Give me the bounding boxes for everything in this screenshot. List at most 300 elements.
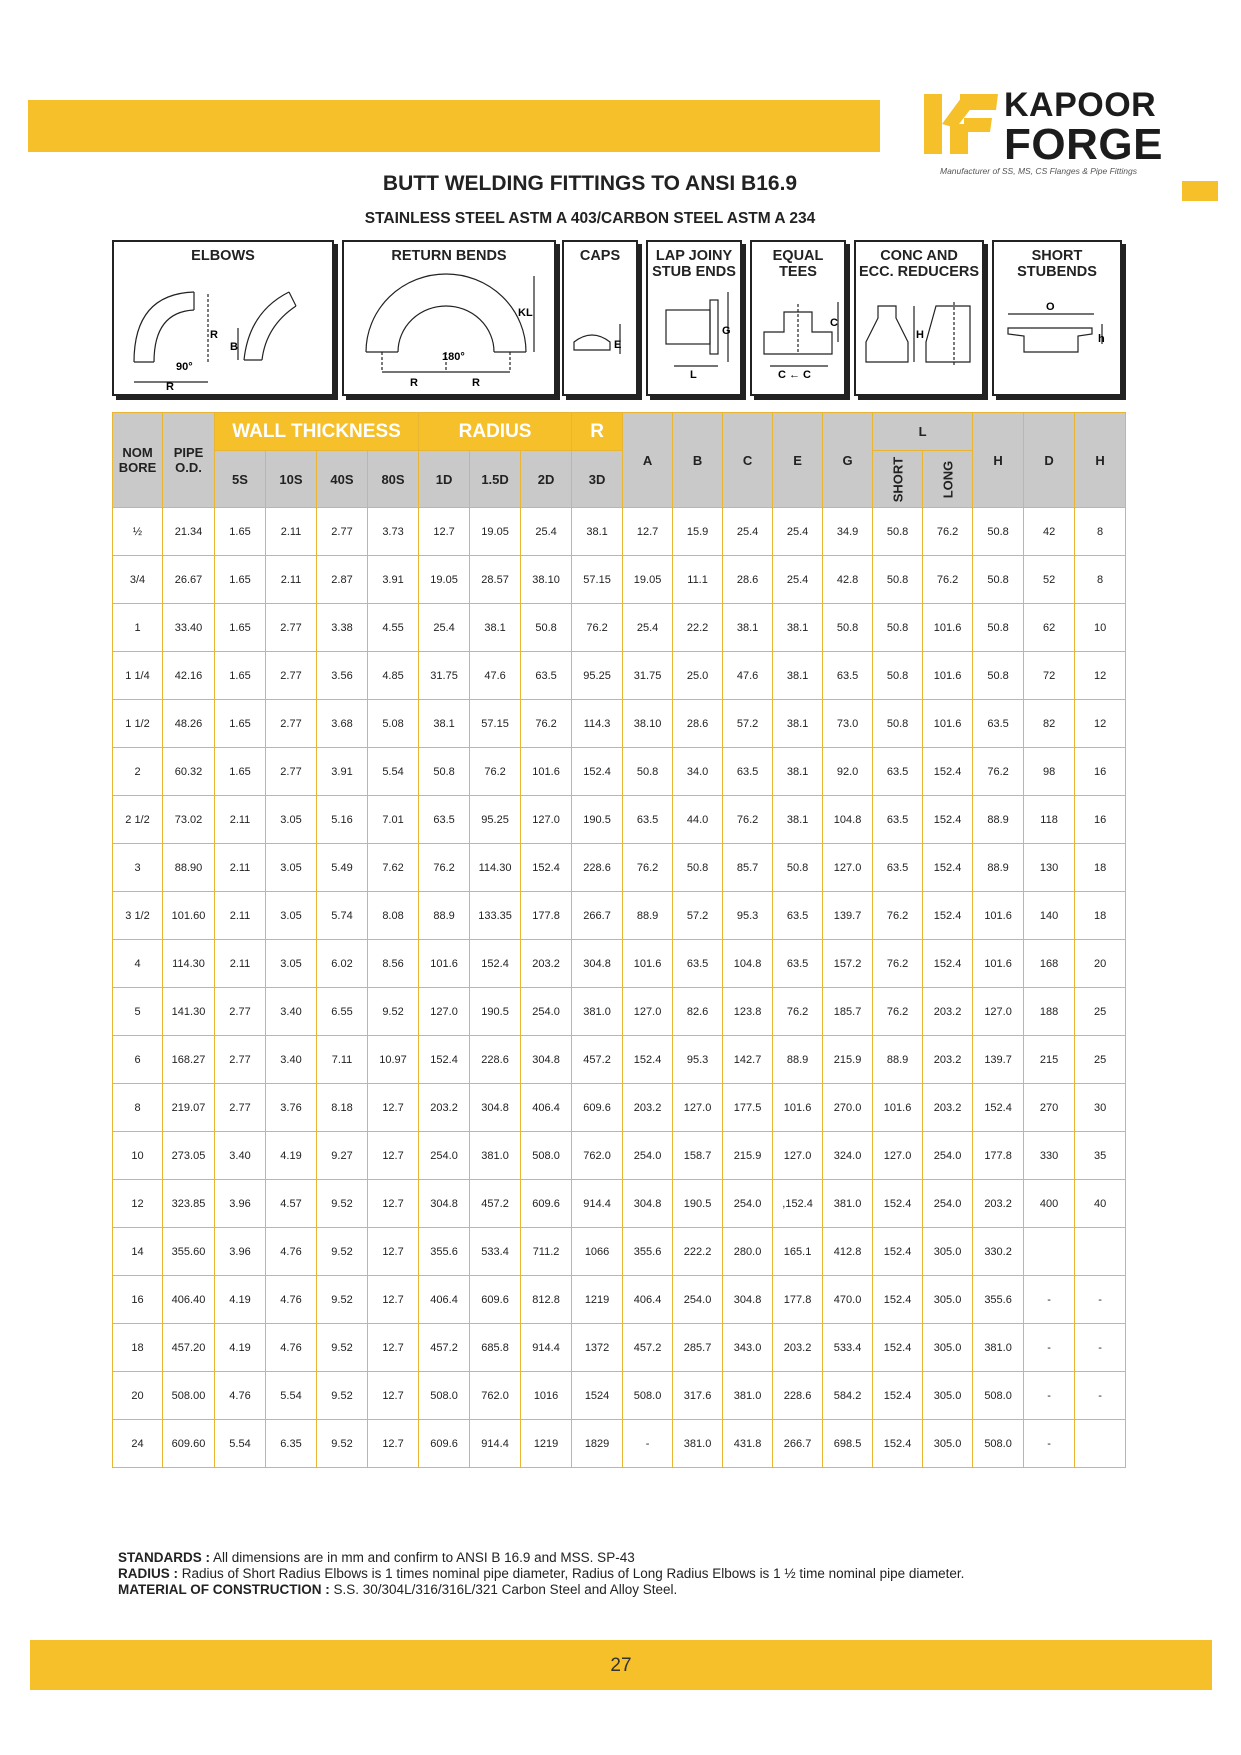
- header-col-d: D: [1024, 413, 1075, 508]
- table-row: [113, 604, 1126, 652]
- stub-label-h: h: [1098, 333, 1105, 345]
- table-cell: 72: [1024, 652, 1075, 700]
- table-cell: 270: [1024, 1084, 1075, 1132]
- tee-label-c: C: [830, 317, 838, 329]
- table-cell: 38.1: [773, 652, 823, 700]
- table-cell: 42.16: [163, 652, 215, 700]
- diagram-return-bends: [342, 240, 556, 396]
- tee-label-cc: C ← C: [778, 369, 811, 381]
- table-cell: 431.8: [723, 1420, 773, 1468]
- table-cell: 85.7: [723, 844, 773, 892]
- table-cell: 60.32: [163, 748, 215, 796]
- note-radius-text: Radius of Short Radius Elbows is 1 times nominal pipe diameter, Radius of Long Radius Elbows is 1 ½ time nominal pipe diameter.: [181, 1566, 965, 1581]
- table-cell: [1075, 1228, 1126, 1276]
- table-row: [113, 1036, 1126, 1084]
- table-cell: 470.0: [823, 1276, 873, 1324]
- table-cell: 6.55: [317, 988, 368, 1036]
- table-cell: 76.2: [923, 508, 973, 556]
- header-nom-bore: NOM BORE: [113, 413, 163, 508]
- nom-bore-cell: 1 1/2: [113, 700, 163, 748]
- header-long-label: LONG: [940, 460, 956, 498]
- header-2d: 2D: [521, 451, 572, 508]
- table-cell: 698.5: [823, 1420, 873, 1468]
- table-cell: 152.4: [470, 940, 521, 988]
- nom-bore-cell: 20: [113, 1372, 163, 1420]
- table-cell: 63.5: [773, 940, 823, 988]
- table-cell: 2.77: [266, 700, 317, 748]
- table-cell: 63.5: [673, 940, 723, 988]
- header-10s: 10S: [266, 451, 317, 508]
- nom-bore-cell: 1 1/4: [113, 652, 163, 700]
- table-header: [113, 413, 1126, 508]
- dimensions-table: [112, 412, 1126, 1468]
- table-row: [113, 1324, 1126, 1372]
- header-5s: 5S: [215, 451, 266, 508]
- table-cell: 48.26: [163, 700, 215, 748]
- table-cell: 508.0: [419, 1372, 470, 1420]
- table-cell: 63.5: [419, 796, 470, 844]
- table-body: [113, 508, 1126, 1468]
- table-cell: 304.8: [723, 1276, 773, 1324]
- table-cell: 76.2: [572, 604, 623, 652]
- table-cell: 57.2: [673, 892, 723, 940]
- table-cell: 101.6: [973, 892, 1024, 940]
- table-cell: 381.0: [572, 988, 623, 1036]
- nom-bore-cell: 16: [113, 1276, 163, 1324]
- table-cell: 101.60: [163, 892, 215, 940]
- table-cell: 12.7: [623, 508, 673, 556]
- table-cell: 50.8: [873, 556, 923, 604]
- header-col-b: B: [673, 413, 723, 508]
- table-cell: 914.4: [572, 1180, 623, 1228]
- table-cell: 118: [1024, 796, 1075, 844]
- table-cell: 38.1: [773, 796, 823, 844]
- table-cell: 88.9: [973, 844, 1024, 892]
- return-label-180: 180°: [442, 351, 465, 363]
- note-material: [118, 1582, 1118, 1598]
- table-row: [113, 796, 1126, 844]
- table-cell: 3.56: [317, 652, 368, 700]
- table-row: [113, 1228, 1126, 1276]
- table-cell: 38.1: [773, 748, 823, 796]
- fitting-diagrams: [112, 240, 1124, 400]
- nom-bore-cell: 4: [113, 940, 163, 988]
- table-cell: 38.1: [572, 508, 623, 556]
- table-cell: 12.7: [368, 1420, 419, 1468]
- table-cell: 1524: [572, 1372, 623, 1420]
- table-cell: 50.8: [973, 652, 1024, 700]
- table-cell: 76.2: [873, 940, 923, 988]
- table-cell: 12.7: [368, 1324, 419, 1372]
- table-cell: 25.4: [419, 604, 470, 652]
- table-cell: 254.0: [521, 988, 572, 1036]
- table-cell: 63.5: [521, 652, 572, 700]
- table-cell: 42.8: [823, 556, 873, 604]
- table-cell: 12.7: [368, 1372, 419, 1420]
- table-cell: 101.6: [521, 748, 572, 796]
- table-cell: 8.18: [317, 1084, 368, 1132]
- table-cell: 914.4: [521, 1324, 572, 1372]
- table-cell: 457.2: [572, 1036, 623, 1084]
- table-cell: 711.2: [521, 1228, 572, 1276]
- table-cell: 82: [1024, 700, 1075, 748]
- table-cell: 73.0: [823, 700, 873, 748]
- table-cell: 381.0: [723, 1372, 773, 1420]
- brand-name-line1: KAPOOR: [1004, 86, 1157, 124]
- table-cell: 4.76: [266, 1276, 317, 1324]
- stubend-drawing-icon: [994, 242, 1120, 394]
- table-row: [113, 1132, 1126, 1180]
- table-row: [113, 988, 1126, 1036]
- table-cell: 508.0: [521, 1132, 572, 1180]
- table-row: [113, 700, 1126, 748]
- table-cell: 63.5: [823, 652, 873, 700]
- table-cell: 330: [1024, 1132, 1075, 1180]
- table-row: [113, 892, 1126, 940]
- table-cell: 190.5: [673, 1180, 723, 1228]
- table-cell: 10.97: [368, 1036, 419, 1084]
- header-radius: RADIUS: [419, 413, 572, 451]
- table-cell: 266.7: [572, 892, 623, 940]
- table-cell: 406.4: [623, 1276, 673, 1324]
- table-cell: 127.0: [419, 988, 470, 1036]
- diagram-title-line2: TEES: [779, 264, 817, 280]
- table-cell: 2.11: [215, 892, 266, 940]
- table-cell: 101.6: [923, 604, 973, 652]
- kapoor-forge-logo: [920, 86, 1170, 176]
- table-cell: 270.0: [823, 1084, 873, 1132]
- table-cell: 355.6: [623, 1228, 673, 1276]
- return-label-r2: R: [472, 377, 480, 389]
- table-cell: 76.2: [419, 844, 470, 892]
- table-cell: 273.05: [163, 1132, 215, 1180]
- diagram-title-line2: STUB ENDS: [652, 264, 736, 280]
- table-cell: 609.60: [163, 1420, 215, 1468]
- return-bend-drawing-icon: [344, 242, 554, 394]
- table-cell: 9.52: [317, 1276, 368, 1324]
- table-cell: 38.1: [723, 604, 773, 652]
- table-cell: 152.4: [973, 1084, 1024, 1132]
- table-row: [113, 1084, 1126, 1132]
- table-cell: 104.8: [823, 796, 873, 844]
- table-cell: 7.01: [368, 796, 419, 844]
- table-cell: -: [1075, 1372, 1126, 1420]
- table-cell: 63.5: [873, 796, 923, 844]
- table-cell: 203.2: [973, 1180, 1024, 1228]
- nom-bore-cell: 6: [113, 1036, 163, 1084]
- nom-bore-cell: ½: [113, 508, 163, 556]
- table-cell: 324.0: [823, 1132, 873, 1180]
- table-cell: 19.05: [419, 556, 470, 604]
- table-cell: 5.49: [317, 844, 368, 892]
- nom-bore-cell: 3: [113, 844, 163, 892]
- table-cell: 3.05: [266, 892, 317, 940]
- table-cell: 38.1: [419, 700, 470, 748]
- table-cell: 3.05: [266, 844, 317, 892]
- table-cell: 50.8: [973, 556, 1024, 604]
- header-80s: 80S: [368, 451, 419, 508]
- table-cell: 7.62: [368, 844, 419, 892]
- table-cell: 141.30: [163, 988, 215, 1036]
- table-cell: 25.4: [521, 508, 572, 556]
- table-cell: 88.9: [419, 892, 470, 940]
- table-cell: 457.2: [419, 1324, 470, 1372]
- table-cell: 5.54: [215, 1420, 266, 1468]
- table-cell: 127.0: [973, 988, 1024, 1036]
- table-cell: 406.40: [163, 1276, 215, 1324]
- table-cell: 508.0: [973, 1420, 1024, 1468]
- table-cell: -: [1024, 1372, 1075, 1420]
- table-cell: 114.30: [163, 940, 215, 988]
- table-cell: 2.77: [215, 1036, 266, 1084]
- header-col-a: A: [623, 413, 673, 508]
- table-cell: 2.11: [266, 508, 317, 556]
- diagram-lap-joint-stub-ends: [646, 240, 742, 396]
- table-cell: 28.57: [470, 556, 521, 604]
- header-col-h: H: [973, 413, 1024, 508]
- table-cell: 9.52: [317, 1228, 368, 1276]
- table-cell: 127.0: [873, 1132, 923, 1180]
- table-cell: 9.52: [317, 1372, 368, 1420]
- elbow-label-rb: R: [166, 381, 174, 393]
- table-cell: -: [1024, 1276, 1075, 1324]
- nom-bore-cell: 14: [113, 1228, 163, 1276]
- table-cell: 355.6: [419, 1228, 470, 1276]
- table-cell: 152.4: [873, 1228, 923, 1276]
- header-3d: 3D: [572, 451, 623, 508]
- table-cell: 177.8: [973, 1132, 1024, 1180]
- header-1d: 1D: [419, 451, 470, 508]
- table-cell: 152.4: [572, 748, 623, 796]
- table-cell: 25.0: [673, 652, 723, 700]
- tee-drawing-icon: [752, 242, 844, 394]
- table-row: [113, 652, 1126, 700]
- table-cell: 280.0: [723, 1228, 773, 1276]
- table-cell: 1.65: [215, 508, 266, 556]
- nom-bore-cell: 2 1/2: [113, 796, 163, 844]
- table-cell: 381.0: [823, 1180, 873, 1228]
- table-cell: 254.0: [923, 1132, 973, 1180]
- table-cell: 1829: [572, 1420, 623, 1468]
- table-cell: 12.7: [368, 1276, 419, 1324]
- table-cell: 185.7: [823, 988, 873, 1036]
- table-cell: 25.4: [623, 604, 673, 652]
- table-cell: 5.54: [368, 748, 419, 796]
- table-cell: 62: [1024, 604, 1075, 652]
- table-cell: 457.20: [163, 1324, 215, 1372]
- table-cell: 508.0: [973, 1372, 1024, 1420]
- table-cell: 4.19: [266, 1132, 317, 1180]
- nom-bore-cell: 18: [113, 1324, 163, 1372]
- table-cell: 76.2: [623, 844, 673, 892]
- note-standards-text: All dimensions are in mm and confirm to ANSI B 16.9 and MSS. SP-43: [213, 1550, 635, 1565]
- nom-bore-cell: 12: [113, 1180, 163, 1228]
- table-cell: 8: [1075, 508, 1126, 556]
- reducer-drawing-icon: [856, 242, 982, 394]
- table-cell: 1.65: [215, 748, 266, 796]
- table-cell: 3.91: [317, 748, 368, 796]
- header-short: [873, 451, 923, 508]
- nom-bore-cell: 8: [113, 1084, 163, 1132]
- elbow-label-b: B: [230, 341, 238, 353]
- table-cell: 9.52: [368, 988, 419, 1036]
- table-cell: 142.7: [723, 1036, 773, 1084]
- table-cell: 254.0: [923, 1180, 973, 1228]
- reducer-label-h: H: [916, 329, 924, 341]
- table-cell: 3.05: [266, 796, 317, 844]
- table-cell: 40: [1075, 1180, 1126, 1228]
- table-cell: 152.4: [873, 1372, 923, 1420]
- table-cell: 355.6: [973, 1276, 1024, 1324]
- header-accent-bar: [28, 100, 880, 152]
- page-number: 27: [610, 1655, 632, 1676]
- table-cell: 139.7: [973, 1036, 1024, 1084]
- table-cell: 139.7: [823, 892, 873, 940]
- header-1-5d: 1.5D: [470, 451, 521, 508]
- table-cell: 304.8: [623, 1180, 673, 1228]
- table-cell: 50.8: [521, 604, 572, 652]
- table-cell: 18: [1075, 892, 1126, 940]
- cap-drawing-icon: [564, 242, 636, 394]
- table-row: [113, 844, 1126, 892]
- table-cell: 152.4: [923, 844, 973, 892]
- table-cell: 63.5: [623, 796, 673, 844]
- table-cell: 609.6: [419, 1420, 470, 1468]
- table-cell: 82.6: [673, 988, 723, 1036]
- dimensions-table-wrapper: [112, 412, 1124, 1468]
- table-cell: 18: [1075, 844, 1126, 892]
- table-cell: 25: [1075, 988, 1126, 1036]
- table-cell: 50.8: [873, 508, 923, 556]
- table-cell: 38.1: [773, 700, 823, 748]
- table-cell: 165.1: [773, 1228, 823, 1276]
- table-cell: 1066: [572, 1228, 623, 1276]
- header-col-h2: H: [1075, 413, 1126, 508]
- diagram-title-line2: ECC. REDUCERS: [858, 264, 980, 280]
- table-cell: 3.91: [368, 556, 419, 604]
- table-cell: 323.85: [163, 1180, 215, 1228]
- table-cell: 762.0: [572, 1132, 623, 1180]
- table-cell: 152.4: [873, 1276, 923, 1324]
- cap-label-e: E: [614, 339, 622, 351]
- stub-label-o: O: [1046, 301, 1055, 313]
- table-cell: 4.76: [266, 1324, 317, 1372]
- elbow-label-90: 90°: [176, 361, 193, 373]
- table-cell: 177.8: [521, 892, 572, 940]
- table-row: [113, 508, 1126, 556]
- lap-label-l: L: [690, 369, 697, 381]
- table-cell: 30: [1075, 1084, 1126, 1132]
- table-cell: 4.85: [368, 652, 419, 700]
- table-cell: 88.90: [163, 844, 215, 892]
- table-cell: 152.4: [923, 796, 973, 844]
- table-cell: 4.55: [368, 604, 419, 652]
- table-cell: 168.27: [163, 1036, 215, 1084]
- table-cell: 3.76: [266, 1084, 317, 1132]
- table-row: [113, 1180, 1126, 1228]
- table-cell: 157.2: [823, 940, 873, 988]
- table-cell: 219.07: [163, 1084, 215, 1132]
- table-cell: 127.0: [521, 796, 572, 844]
- table-cell: 1.65: [215, 604, 266, 652]
- table-cell: 2.77: [215, 1084, 266, 1132]
- table-cell: 3.68: [317, 700, 368, 748]
- table-cell: 203.2: [419, 1084, 470, 1132]
- table-cell: 1219: [521, 1420, 572, 1468]
- table-cell: 215.9: [723, 1132, 773, 1180]
- kf-monogram-icon: [920, 88, 1000, 160]
- table-cell: 114.30: [470, 844, 521, 892]
- page-title: BUTT WELDING FITTINGS TO ANSI B16.9: [382, 172, 798, 195]
- table-cell: 28.6: [673, 700, 723, 748]
- header-l: L: [873, 413, 973, 451]
- header-col-g: G: [823, 413, 873, 508]
- notes: [118, 1550, 1118, 1598]
- table-cell: 168: [1024, 940, 1075, 988]
- table-cell: 330.2: [973, 1228, 1024, 1276]
- table-cell: 914.4: [470, 1420, 521, 1468]
- table-cell: 12.7: [419, 508, 470, 556]
- header-col-c: C: [723, 413, 773, 508]
- header-40s: 40S: [317, 451, 368, 508]
- table-cell: 812.8: [521, 1276, 572, 1324]
- table-cell: 203.2: [923, 988, 973, 1036]
- table-cell: 3.40: [215, 1132, 266, 1180]
- table-cell: 609.6: [470, 1276, 521, 1324]
- table-cell: 5.54: [266, 1372, 317, 1420]
- table-cell: 9.52: [317, 1324, 368, 1372]
- table-cell: 8: [1075, 556, 1126, 604]
- note-material-text: S.S. 30/304L/316/316L/321 Carbon Steel and Alloy Steel.: [333, 1582, 678, 1597]
- table-cell: 38.1: [470, 604, 521, 652]
- table-cell: 50.8: [773, 844, 823, 892]
- table-cell: 254.0: [723, 1180, 773, 1228]
- table-cell: 508.00: [163, 1372, 215, 1420]
- table-cell: -: [1075, 1276, 1126, 1324]
- table-cell: 57.2: [723, 700, 773, 748]
- table-cell: 88.9: [773, 1036, 823, 1084]
- table-cell: 381.0: [470, 1132, 521, 1180]
- table-cell: 4.76: [215, 1372, 266, 1420]
- table-cell: 152.4: [873, 1324, 923, 1372]
- side-accent-tab: [1182, 181, 1218, 201]
- diagram-title: CAPS: [579, 248, 621, 264]
- table-cell: 10: [1075, 604, 1126, 652]
- diagram-title-line2: STUBENDS: [1017, 264, 1097, 280]
- table-cell: 12.7: [368, 1180, 419, 1228]
- table-cell: 57.15: [572, 556, 623, 604]
- table-cell: 38.10: [521, 556, 572, 604]
- table-cell: 38.1: [773, 604, 823, 652]
- table-cell: 4.19: [215, 1276, 266, 1324]
- table-cell: 188: [1024, 988, 1075, 1036]
- table-cell: 152.4: [873, 1420, 923, 1468]
- table-cell: 2.77: [266, 748, 317, 796]
- lap-joint-drawing-icon: [648, 242, 740, 394]
- diagram-title-line1: EQUAL: [772, 248, 824, 264]
- table-cell: 2.11: [266, 556, 317, 604]
- table-cell: 190.5: [470, 988, 521, 1036]
- table-row: [113, 1372, 1126, 1420]
- table-cell: 12: [1075, 700, 1126, 748]
- table-cell: 190.5: [572, 796, 623, 844]
- table-cell: 3.38: [317, 604, 368, 652]
- diagram-reducers: [854, 240, 984, 396]
- table-cell: 305.0: [923, 1420, 973, 1468]
- header-short-label: SHORT: [890, 456, 906, 502]
- table-cell: 104.8: [723, 940, 773, 988]
- table-cell: 63.5: [973, 700, 1024, 748]
